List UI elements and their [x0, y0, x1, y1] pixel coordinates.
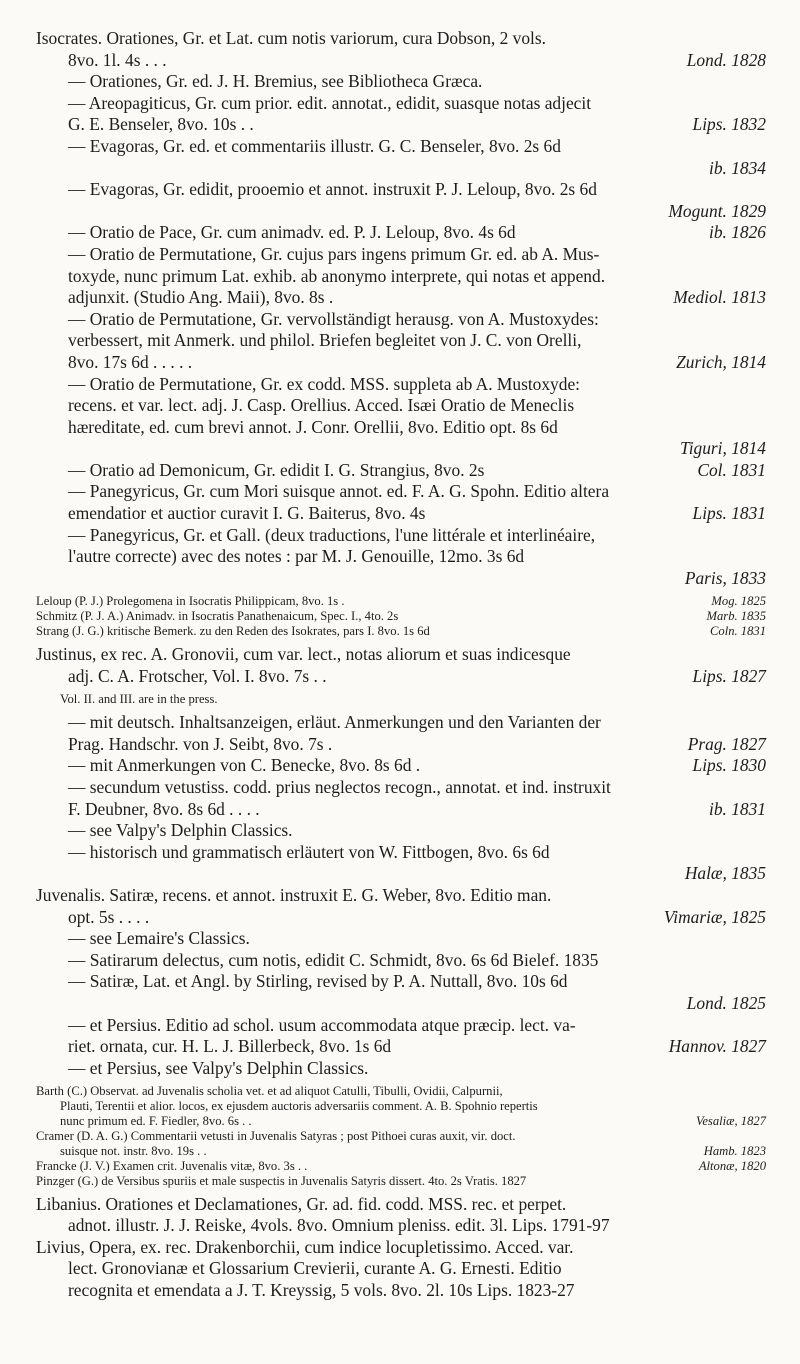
entry-text: recognita et emendata a J. T. Kreyssig, 5 vols. 8vo. 2l. 10s Lips. 1823-27	[68, 1279, 575, 1300]
entry-line	[36, 1114, 766, 1129]
entry-text: — Oratio de Permutatione, Gr. vervollständigt herausg. von A. Mustoxydes:	[68, 308, 599, 329]
entry-line	[36, 1084, 766, 1099]
entry-line	[36, 692, 766, 707]
entry-line	[36, 114, 766, 136]
entry-line	[36, 136, 766, 158]
entry-line	[36, 546, 766, 568]
entry-text: 8vo. 17s 6d . . . . .	[68, 351, 193, 372]
entry-line	[36, 1015, 766, 1037]
imprint: ib. 1834	[708, 157, 766, 178]
entry-line	[36, 395, 766, 417]
imprint: Zurich, 1814	[676, 351, 766, 372]
entry-line	[36, 666, 766, 688]
entry-text: — Satirarum delectus, cum notis, edidit C. Schmidt, 8vo. 6s 6d Bielef. 1835	[68, 949, 599, 970]
catalogue-block	[36, 712, 766, 1079]
entry-line	[36, 309, 766, 331]
entry-line	[36, 201, 766, 223]
entry-text: — et Persius, see Valpy's Delphin Classics.	[68, 1057, 369, 1078]
entry-line	[36, 28, 766, 50]
entry-line	[36, 179, 766, 201]
entry-text: — see Lemaire's Classics.	[68, 928, 250, 949]
entry-line	[36, 907, 766, 929]
entry-line	[36, 1215, 766, 1237]
entry-text: Francke (J. V.) Examen crit. Juvenalis vitæ, 8vo. 3s . .	[36, 1158, 308, 1173]
entry-text: — Panegyricus, Gr. et Gall. (deux traductions, l'une littérale et interlinéaire,	[68, 524, 596, 545]
entry-text: — historisch und grammatisch erläutert von W. Fittbogen, 8vo. 6s 6d	[68, 841, 550, 862]
entry-text: Schmitz (P. J. A.) Animadv. in Isocratis Panathenaicum, Spec. I., 4to. 2s	[36, 609, 399, 624]
imprint: Altonæ, 1820	[698, 1158, 766, 1173]
entry-text: Libanius. Orationes et Declamationes, Gr. ad. fid. codd. MSS. rec. et perpet.	[36, 1193, 567, 1214]
entry-text: — Satiræ, Lat. et Angl. by Stirling, revised by P. A. Nuttall, 8vo. 10s 6d	[68, 971, 568, 992]
entry-text: Livius, Opera, ex. rec. Drakenborchii, cum indice locupletissimo. Acced. var.	[36, 1236, 574, 1257]
catalogue-block	[36, 1194, 766, 1302]
entry-text: adjunxit. (Studio Ang. Maii), 8vo. 8s .	[68, 287, 334, 308]
entry-text: — Orationes, Gr. ed. J. H. Bremius, see Bibliotheca Græca.	[68, 71, 483, 92]
imprint: ib. 1831	[708, 798, 766, 819]
entry-line	[36, 777, 766, 799]
entry-line	[36, 950, 766, 972]
entry-line	[36, 799, 766, 821]
entry-line	[36, 594, 766, 609]
entry-text: toxyde, nunc primum Lat. exhib. ab anonymo interprete, qui notas et append.	[68, 265, 606, 286]
imprint: Paris, 1833	[684, 567, 766, 588]
entry-line	[36, 568, 766, 590]
imprint: Mediol. 1813	[673, 287, 766, 308]
imprint: Vesaliæ, 1827	[696, 1114, 766, 1129]
entry-text: — see Valpy's Delphin Classics.	[68, 820, 293, 841]
entry-text: Isocrates. Orationes, Gr. et Lat. cum notis variorum, cura Dobson, 2 vols.	[36, 28, 547, 48]
imprint: Mog. 1825	[711, 594, 766, 609]
entry-text: riet. ornata, cur. H. L. J. Billerbeck, 8vo. 1s 6d	[68, 1036, 392, 1057]
entry-line	[36, 755, 766, 777]
imprint: Hamb. 1823	[703, 1143, 766, 1158]
entry-line	[36, 1237, 766, 1259]
imprint: Lond. 1825	[686, 992, 766, 1013]
entry-line	[36, 266, 766, 288]
entry-text: — Oratio de Permutatione, Gr. ex codd. MSS. suppleta ab A. Mustoxyde:	[68, 373, 580, 394]
imprint: Coln. 1831	[710, 624, 766, 639]
entry-line	[36, 712, 766, 734]
entry-text: — Oratio ad Demonicum, Gr. edidit I. G. Strangius, 8vo. 2s	[68, 459, 485, 480]
entry-text: — Panegyricus, Gr. cum Mori suisque annot. ed. F. A. G. Spohn. Editio altera	[68, 481, 610, 502]
entry-line	[36, 820, 766, 842]
entry-text: adj. C. A. Frotscher, Vol. I. 8vo. 7s . .	[68, 665, 327, 686]
entry-text: Barth (C.) Observat. ad Juvenalis scholia vet. et ad aliquot Catulli, Tibulli, Ovidii, Calpurnii,	[36, 1084, 503, 1099]
imprint: Lips. 1832	[692, 114, 766, 135]
imprint: Tiguri, 1814	[679, 438, 766, 459]
imprint: Lips. 1831	[692, 503, 766, 524]
small-print-block	[36, 594, 766, 639]
entry-text: Juvenalis. Satiræ, recens. et annot. instruxit E. G. Weber, 8vo. Editio man.	[36, 884, 552, 905]
entry-line	[36, 352, 766, 374]
entry-text: adnot. illustr. J. J. Reiske, 4vols. 8vo. Omnium pleniss. edit. 3l. Lips. 1791-97	[68, 1215, 610, 1236]
entry-line	[36, 734, 766, 756]
catalogue-block	[36, 28, 766, 589]
entry-line	[36, 624, 766, 639]
entry-line	[36, 460, 766, 482]
entry-line	[36, 1129, 766, 1144]
catalogue-block	[36, 644, 766, 687]
entry-line	[36, 244, 766, 266]
entry-text: Prag. Handschr. von J. Seibt, 8vo. 7s .	[68, 733, 333, 754]
imprint: Lips. 1830	[692, 755, 766, 776]
entry-line	[36, 1058, 766, 1080]
entry-text: Strang (J. G.) kritische Bemerk. zu den Reden des Isokrates, pars I. 8vo. 1s 6d	[36, 624, 430, 639]
entry-text: Pinzger (G.) de Versibus spuriis et male suspectis in Juvenalis Satyris dissert. 4to. 2s Vratis. 1827	[36, 1173, 527, 1188]
entry-text: hæreditate, ed. cum brevi annot. J. Conr. Orellii, 8vo. Editio opt. 8s 6d	[68, 416, 558, 437]
entry-line	[36, 863, 766, 885]
entry-line	[36, 503, 766, 525]
entry-line	[36, 71, 766, 93]
small-print-block	[36, 692, 766, 707]
imprint: Col. 1831	[697, 459, 766, 480]
entry-text: Cramer (D. A. G.) Commentarii vetusti in Juvenalis Satyras ; post Pithoei curas auxit, vir. doct.	[36, 1128, 516, 1143]
entry-line	[36, 1194, 766, 1216]
entry-text: nunc primum ed. F. Fiedler, 8vo. 6s . .	[60, 1114, 252, 1129]
entry-line	[36, 50, 766, 72]
entry-text: F. Deubner, 8vo. 8s 6d . . . .	[68, 798, 260, 819]
entry-text: — Evagoras, Gr. ed. et commentariis illustr. G. C. Benseler, 8vo. 2s 6d	[68, 135, 561, 156]
entry-text: Vol. II. and III. are in the press.	[60, 692, 218, 707]
entry-line	[36, 993, 766, 1015]
entry-line	[36, 525, 766, 547]
entry-text: l'autre correcte) avec des notes : par M. J. Genouille, 12mo. 3s 6d	[68, 546, 525, 567]
imprint: Prag. 1827	[687, 733, 766, 754]
entry-text: lect. Gronovianæ et Glossarium Crevierii, curante A. G. Ernesti. Editio	[68, 1258, 562, 1279]
entry-line	[36, 1159, 766, 1174]
entry-line	[36, 1174, 766, 1189]
entry-line	[36, 1280, 766, 1302]
entry-line	[36, 971, 766, 993]
imprint: Lond. 1828	[686, 49, 766, 70]
entry-text: opt. 5s . . . .	[68, 906, 150, 927]
entry-line	[36, 1099, 766, 1114]
entry-text: 8vo. 1l. 4s . . .	[68, 49, 167, 70]
entry-line	[36, 928, 766, 950]
entry-line	[36, 93, 766, 115]
entry-text: verbessert, mit Anmerk. und philol. Briefen begleitet von J. C. von Orelli,	[68, 330, 582, 351]
entry-line	[36, 644, 766, 666]
entry-line	[36, 222, 766, 244]
entry-text: — Areopagiticus, Gr. cum prior. edit. annotat., edidit, suasque notas adjecit	[68, 92, 592, 113]
entry-text: — Evagoras, Gr. edidit, prooemio et annot. instruxit P. J. Leloup, 8vo. 2s 6d	[68, 179, 597, 200]
entry-text: G. E. Benseler, 8vo. 10s . .	[68, 114, 254, 135]
imprint: Halæ, 1835	[684, 863, 766, 884]
entry-text: — Oratio de Pace, Gr. cum animadv. ed. P. J. Leloup, 8vo. 4s 6d	[68, 222, 516, 243]
entry-line	[36, 438, 766, 460]
entry-text: Leloup (P. J.) Prolegomena in Isocratis Philippicam, 8vo. 1s .	[36, 594, 345, 609]
entry-line	[36, 885, 766, 907]
entry-line	[36, 330, 766, 352]
entry-text: suisque not. instr. 8vo. 19s . .	[60, 1143, 207, 1158]
imprint: ib. 1826	[708, 222, 766, 243]
entry-text: — mit deutsch. Inhaltsanzeigen, erläut. Anmerkungen und den Varianten der	[68, 712, 601, 733]
entry-line	[36, 481, 766, 503]
entry-text: emendatior et auctior curavit I. G. Baiterus, 8vo. 4s	[68, 503, 426, 524]
imprint: Hannov. 1827	[668, 1036, 766, 1057]
entry-text: Justinus, ex rec. A. Gronovii, cum var. lect., notas aliorum et suas indicesque	[36, 644, 571, 665]
imprint: Vimariæ, 1825	[663, 906, 766, 927]
entry-line	[36, 1258, 766, 1280]
entry-text: — Oratio de Permutatione, Gr. cujus pars ingens primum Gr. ed. ab A. Mus-	[68, 243, 600, 264]
imprint: Marb. 1835	[706, 609, 766, 624]
entry-line	[36, 1036, 766, 1058]
entry-line	[36, 1144, 766, 1159]
entry-line	[36, 374, 766, 396]
imprint: Mogunt. 1829	[668, 200, 766, 221]
entry-line	[36, 417, 766, 439]
entry-line	[36, 287, 766, 309]
entry-text: Plauti, Terentii et alior. locos, ex ejusdem auctoris adversariis comment. A. B. Spohnio repertis	[60, 1099, 538, 1114]
entry-line	[36, 158, 766, 180]
entry-text: — et Persius. Editio ad schol. usum accommodata atque præcip. lect. va-	[68, 1014, 576, 1035]
small-print-block	[36, 1084, 766, 1188]
entry-text: recens. et var. lect. adj. J. Casp. Orellius. Acced. Isæi Oratio de Meneclis	[68, 395, 575, 416]
imprint: Lips. 1827	[692, 665, 766, 686]
entry-text: — mit Anmerkungen von C. Benecke, 8vo. 8s 6d .	[68, 755, 421, 776]
entry-text: — secundum vetustiss. codd. prius neglectos recogn., annotat. et ind. instruxit	[68, 776, 611, 797]
entry-line	[36, 842, 766, 864]
entry-line	[36, 609, 766, 624]
